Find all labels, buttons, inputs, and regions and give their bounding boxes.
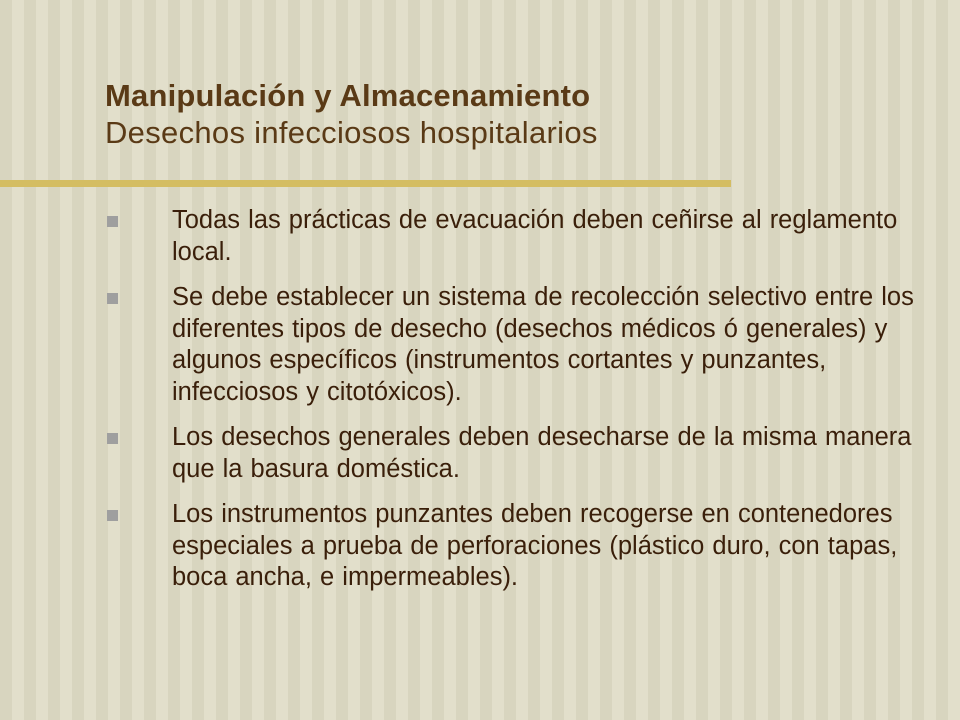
title-divider: [0, 180, 731, 187]
square-bullet-icon: [107, 433, 118, 444]
bullet-text: Se debe establecer un sistema de recolección selectivo entre los diferentes tipos de desecho (desechos médicos ó generales) y algunos específicos (instrumentos cortantes y punzantes, infecciosos y citotóxicos).: [172, 283, 914, 406]
bullet-item: [105, 422, 925, 485]
bullet-text: Los desechos generales deben desecharse de la misma manera que la basura doméstica.: [172, 423, 912, 483]
square-bullet-icon: [107, 216, 118, 227]
square-bullet-icon: [107, 293, 118, 304]
bullet-item: [105, 499, 925, 594]
slide-subtitle: Desechos infecciosos hospitalarios: [105, 115, 598, 150]
square-bullet-icon: [107, 510, 118, 521]
title-block: [105, 78, 905, 152]
slide-title: Manipulación y Almacenamiento: [105, 78, 591, 113]
bullet-item: [105, 282, 925, 408]
bullet-item: [105, 205, 925, 268]
bullet-list: [105, 205, 925, 608]
bullet-text: Todas las prácticas de evacuación deben ceñirse al reglamento local.: [172, 206, 898, 266]
bullet-text: Los instrumentos punzantes deben recogerse en contenedores especiales a prueba de perforaciones (plástico duro, con tapas, boca ancha, e impermeables).: [172, 500, 898, 591]
